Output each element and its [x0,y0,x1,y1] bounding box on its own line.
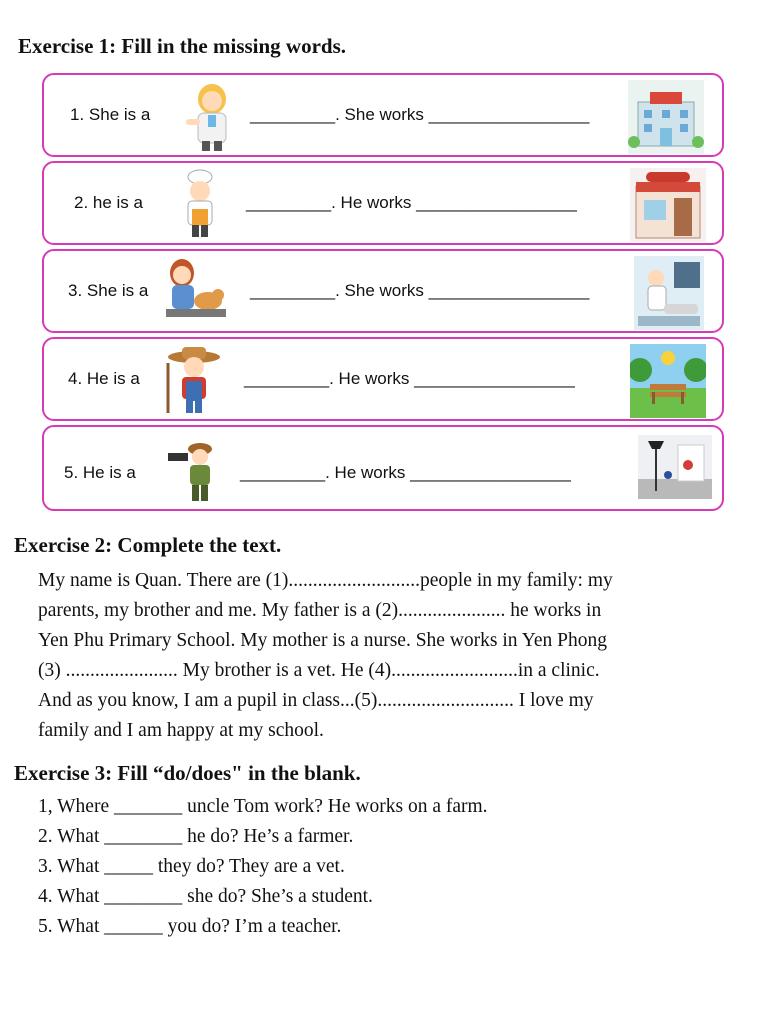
item-blanks: _________. He works _________________ [244,369,575,388]
paragraph-line: And as you know, I am a pupil in class...(5)............................ I love my [38,690,594,711]
doctor-icon [182,81,242,151]
item-label: 3. She is a [68,281,149,300]
exercise3-question-5: 5. What ______ you do? I’m a teacher. [38,916,342,937]
exercise1-title: Exercise 1: Fill in the missing words. [18,34,347,58]
photo-studio-icon [638,435,712,499]
exercise2-title: Exercise 2: Complete the text. [14,533,282,557]
hospital-icon [628,80,704,154]
item-label: 5. He is a [64,463,136,482]
item-label: 1. She is a [70,105,151,124]
paragraph-line: (3) ....................... My brother is a vet. He (4)..........................in a clinic. [38,660,600,681]
farmer-icon [160,345,226,415]
exercise1-item-1 [42,73,724,157]
vet-icon [164,257,230,327]
exercise2-paragraph [38,566,738,746]
exercise3-question-4: 4. What ________ she do? She’s a student. [38,886,373,907]
exercise3-title: Exercise 3: Fill “do/does" in the blank. [14,761,361,785]
restaurant-icon [630,168,706,242]
dental-clinic-icon [634,256,704,330]
paragraph-line: Yen Phu Primary School. My mother is a nurse. She works in Yen Phong [38,630,607,651]
item-label: 4. He is a [68,369,140,388]
park-icon [630,344,706,418]
item-label: 2. he is a [74,193,143,212]
item-blanks: _________. He works _________________ [240,463,571,482]
item-blanks: _________. He works _________________ [246,193,577,212]
item-blanks: _________. She works _________________ [250,105,590,124]
exercise1-item-2 [42,161,724,245]
exercise1-item-3 [42,249,724,333]
paragraph-line: My name is Quan. There are (1)...........................people in my family: my [38,570,613,591]
chef-icon [170,169,230,239]
exercise3-question-2: 2. What ________ he do? He’s a farmer. [38,826,354,847]
exercise1-item-4 [42,337,724,421]
exercise1-item-5 [42,425,724,511]
item-blanks: _________. She works _________________ [250,281,590,300]
exercise3-question-1: 1, Where _______ uncle Tom work? He works on a farm. [38,796,488,817]
photographer-icon [164,439,224,509]
paragraph-line: parents, my brother and me. My father is a (2)...................... he works in [38,600,602,621]
paragraph-line: family and I am happy at my school. [38,720,324,741]
exercise3-question-3: 3. What _____ they do? They are a vet. [38,856,345,877]
